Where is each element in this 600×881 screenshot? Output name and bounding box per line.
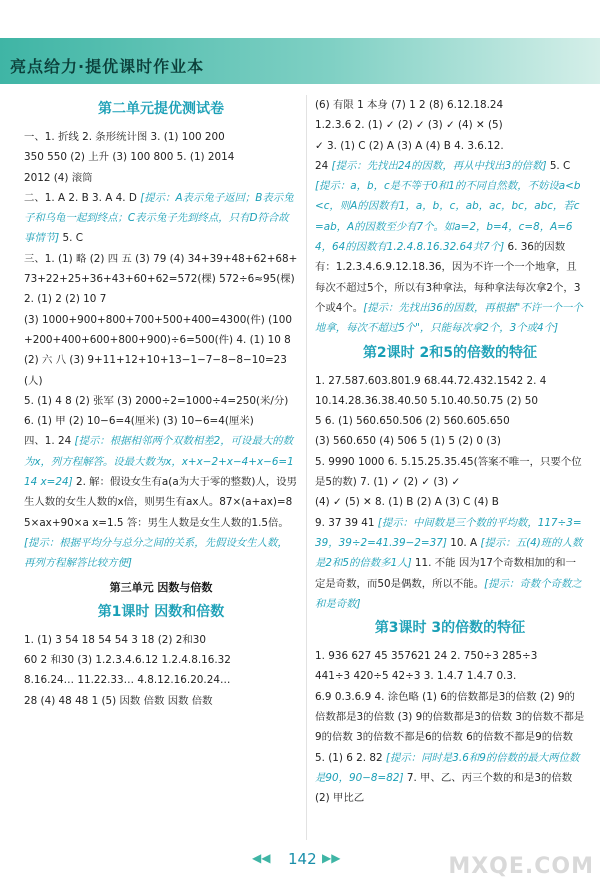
unit-title: 第三单元 因数与倍数 — [109, 580, 213, 594]
header-title: 亮点给力·提优课时作业本 — [10, 57, 205, 76]
answer-text: 11. 不能 因为17个奇数相加的和一定是奇数，而50是偶数，所以不能。 — [315, 557, 576, 590]
column-divider — [306, 95, 307, 840]
answer-text: 24 — [315, 159, 332, 172]
answer-text: 10. A — [446, 536, 481, 549]
lesson-title: 第3课时 3的倍数的特征 — [374, 620, 526, 637]
answer-paragraph — [24, 188, 298, 249]
hint-text: [提示：先找出24的因数，再从中找出3的倍数] — [331, 159, 547, 172]
hint-text: [提示：中间数是三个数的平均数，117÷3=39，39÷2=41.39−2=37] — [315, 516, 582, 549]
answer-paragraph — [315, 513, 585, 614]
answer-line: 28 (4) 48 48 1 (5) 因数 倍数 因数 倍数 — [24, 694, 213, 707]
page-header — [0, 0, 600, 88]
answer-line: ✓ 3. (1) C (2) A (3) A (4) B 4. 3.6.12. — [315, 139, 504, 152]
answer-line: 5 6. (1) 560.650.506 (2) 560.605.650 — [315, 415, 510, 428]
answer-line: 1. 936 627 45 357621 24 2. 750÷3 285÷3 — [315, 650, 538, 663]
right-column — [315, 95, 585, 809]
hint-text: [提示：根据相邻两个双数相差2，可设最大的数为x，列方程解答。设最大数为x，x+x−2+x−4+x−6=114 x=24] — [24, 435, 294, 489]
answer-text: 二、1. A 2. B 3. A 4. D — [24, 191, 141, 204]
answer-line: 60 2 和30 (3) 1.2.3.4.6.12 1.2.4.8.16.32 — [24, 654, 231, 667]
hint-text: [提示：五(4)班的人数是2和5的倍数多1人] — [315, 536, 583, 570]
answer-line: (3) 560.650 (4) 506 5 (1) 5 (2) 0 (3) — [315, 435, 501, 448]
answer-line: 5. 9990 1000 6. 5.15.25.35.45(答案不唯一，只要个位是5的数) 7. (1) ✓ (2) ✓ (3) ✓ — [315, 455, 582, 489]
answer-line: (6) 有限 1 本身 (7) 1 2 (8) 6.12.18.24 — [315, 99, 504, 111]
test-title: 第二单元提优测试卷 — [98, 101, 224, 117]
page-number: 142 — [288, 850, 317, 868]
answer-text: 四、1. 24 — [24, 435, 75, 448]
answer-line: 1. (1) 3 54 18 54 54 3 18 (2) 2和30 — [24, 633, 206, 646]
answer-paragraph — [315, 687, 585, 809]
answer-paragraph: 5. (1) 4 8 (2) 张军 (3) 2000÷2=1000÷4=250(米/分) 6. (1) 甲 (2) 10−6=4(厘米) (3) 10−6=4(厘米) — [24, 394, 289, 428]
hint-text: [提示：先找出36的因数，再根据"不许一个一个地拿，每次不超过5个"，只能每次拿2个，3个或4个] — [315, 301, 583, 335]
answer-text: 2. 解：假设女生有a(a为大于零的整数)人，设男生人数的女生人数的x倍，则男生有ax人。87×(a+ax)=85×ax+90×a x=1.5 答：男生人数是女生人数的1.5倍。 — [24, 476, 298, 529]
answer-line: 1.2.3.6 2. (1) ✓ (2) ✓ (3) ✓ (4) ✕ (5) — [315, 119, 503, 132]
answer-text: 6.9 0.3.6.9 4. 涂色略 (1) 6的倍数都是3的倍数 (2) 9的倍数都是3的倍数 (3) 9的倍数都是3的倍数 3的倍数不都是9的倍数 3的倍数不都是6的倍数 6的倍数不都是9的倍数 5. (1) 6 2. 82 — [315, 690, 585, 764]
answer-text: 7. 甲、乙、丙三个数的和是3的倍数 (2) 甲比乙 — [315, 771, 573, 805]
answer-line: 10.14.28.36.38.40.50 5.10.40.50.75 (2) 50 — [315, 394, 538, 407]
answer-paragraph — [24, 431, 298, 573]
answer-text: 5. C — [59, 232, 84, 245]
hint-text: [提示：奇数个奇数之和是奇数] — [315, 577, 582, 610]
answer-paragraph: (3) 1000+900+800+700+500+400=4300(件) (100+200+400+600+800+900)÷6=500(件) 4. (1) 10 8 (2) 六 八 (3) 9+11+12+10+13−1−7−8−8−10=23(人) — [24, 313, 292, 387]
answer-line: 1. 27.587.603.801.9 68.44.72.432.1542 2. 4 — [315, 374, 547, 387]
hint-text: [提示：同时是3.6和9的倍数的最大两位数是90，90−8=82] — [315, 751, 580, 784]
next-arrows-icon: ▶▶ — [322, 851, 341, 865]
answer-text: 5. C — [546, 159, 571, 172]
page-footer — [0, 842, 600, 881]
answer-line: 350 550 (2) 上升 (3) 100 800 5. (1) 2014 — [24, 151, 235, 164]
answer-paragraph: 三、1. (1) 略 (2) 四 五 (3) 79 (4) 34+39+48+62+68+73+22+25+36+43+60+62=572(棵) 572÷6≈95(棵) 2. (1) 2 (2) 10 7 — [24, 252, 298, 306]
answer-line: 2012 (4) 滚筒 — [24, 171, 93, 184]
hint-text: [提示：A表示兔子返回；B表示兔子和乌龟一起到终点；C表示兔子先到终点，只有D符合故事情节] — [24, 191, 294, 245]
answer-paragraph — [315, 156, 585, 339]
left-column — [24, 95, 298, 711]
watermark: MXQE.COM — [448, 854, 594, 879]
answer-line: 一、1. 折线 2. 条形统计图 3. (1) 100 200 — [24, 131, 225, 143]
hint-text: [提示：根据平均分与总分之间的关系，先假设女生人数，再列方程解答比较方便] — [24, 536, 288, 570]
answer-line: 441÷3 420÷5 42÷3 3. 1.4.7 1.4.7 0.3. — [315, 670, 517, 683]
answer-text: 6. 36的因数有：1.2.3.4.6.9.12.18.36，因为不许一个一个地拿，且每次不超过5个，所以有3种拿法，每种拿法每次拿2个，3个或4个。 — [315, 241, 581, 314]
answer-line: (4) ✓ (5) ✕ 8. (1) B (2) A (3) C (4) B — [315, 496, 499, 509]
answer-line: 8.16.24… 11.22.33… 4.8.12.16.20.24… — [24, 674, 231, 687]
lesson-title: 第2课时 2和5的倍数的特征 — [362, 344, 538, 361]
prev-arrows-icon: ◀◀ — [252, 851, 271, 865]
answer-text: 9. 37 39 41 — [315, 516, 378, 529]
lesson-title: 第1课时 因数和倍数 — [97, 603, 225, 620]
hint-text: [提示：a，b，c是不等于0和1的不同自然数，不妨设a<b<c，则A的因数有1，a，b，c，ab，ac，bc，abc，若c=ab，A的因数至少有7个。如a=2，b=4，c=8，A=64，64的因数有1.2.4.8.16.32.64共7个] — [315, 180, 581, 254]
